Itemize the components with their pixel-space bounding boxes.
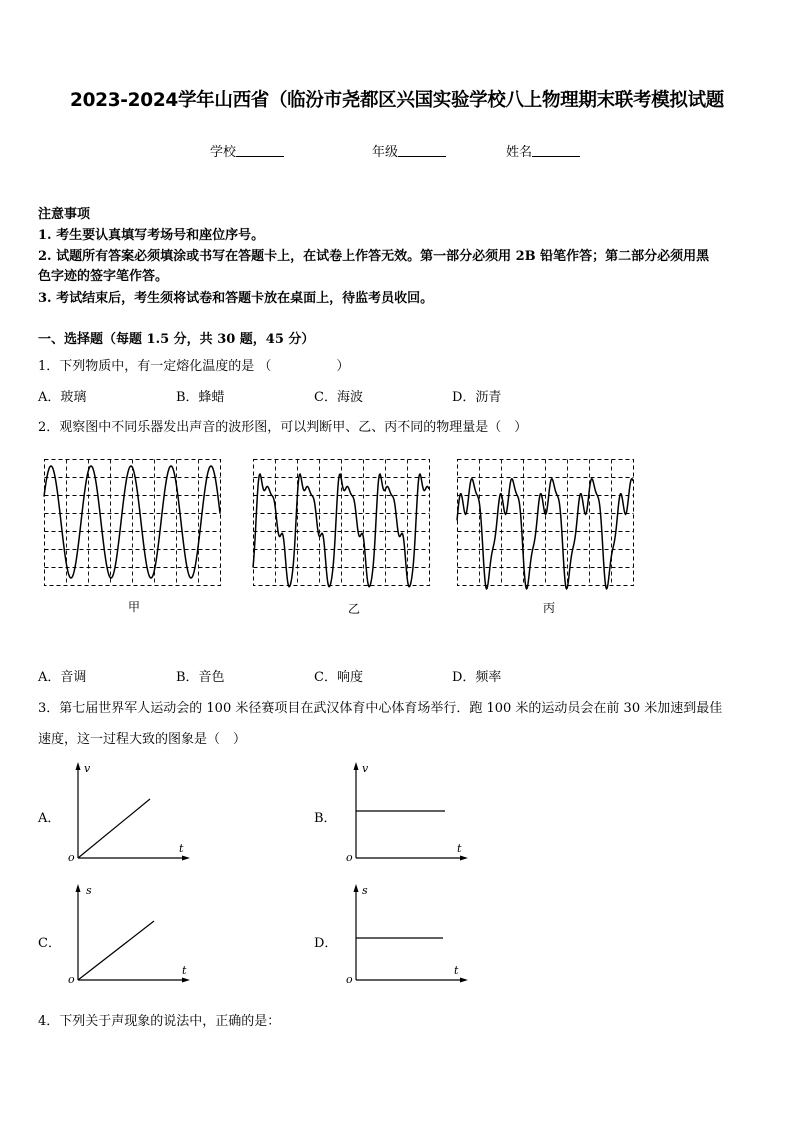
graph-a-origin: o	[68, 851, 75, 864]
graph-c-line	[78, 921, 154, 980]
school-field[interactable]	[210, 141, 284, 160]
waveform-caption-jia: 甲	[128, 600, 141, 614]
graph-c-ylabel: s	[86, 884, 92, 897]
waveform-jia	[44, 466, 220, 578]
graph-a	[66, 760, 196, 865]
graph-d-xlabel: t	[454, 964, 459, 977]
q4-stem: 4．下列关于声现象的说法中，正确的是：	[38, 1014, 281, 1029]
graph-c-origin: o	[68, 973, 75, 986]
q3-option-c[interactable]: C．	[38, 936, 61, 951]
q1-stem: 1．下列物质中，有一定熔化温度的是 （ ）	[38, 359, 350, 374]
waveform-grid	[45, 460, 221, 586]
q2-option-b[interactable]: B．音色	[176, 670, 225, 685]
graph-d-origin: o	[346, 973, 353, 986]
name-blank[interactable]	[532, 144, 580, 157]
waveform-caption-yi: 乙	[348, 602, 361, 616]
graph-c-xlabel: t	[182, 964, 187, 977]
graph-b-ylabel: v	[362, 762, 369, 775]
waveform-jia-figure	[44, 459, 224, 587]
name-label: 姓名	[506, 145, 533, 160]
waveform-caption-bing: 丙	[543, 601, 556, 615]
name-field[interactable]	[506, 141, 580, 160]
waveform-yi-figure	[253, 459, 433, 587]
school-label: 学校	[210, 145, 237, 160]
notice-item-2: 2. 试题所有答案必须填涂或书写在答题卡上，在试卷上作答无效。第一部分必须用 2B 铅笔作答；第二部分必须用黑	[38, 249, 710, 264]
waveform-yi	[253, 474, 429, 586]
grade-field[interactable]	[372, 141, 446, 160]
q1-option-d[interactable]: D．沥青	[452, 390, 502, 405]
q3-stem-line2: 速度，这一过程大致的图象是（ ）	[38, 732, 247, 747]
graph-d	[344, 882, 474, 987]
grade-blank[interactable]	[398, 144, 446, 157]
notice-item-1: 1. 考生要认真填写考场号和座位序号。	[38, 228, 265, 243]
q2-option-a[interactable]: A．音调	[38, 670, 87, 685]
graph-b-xlabel: t	[457, 842, 462, 855]
school-blank[interactable]	[236, 144, 284, 157]
q1-option-a[interactable]: A．玻璃	[38, 390, 87, 405]
graph-d-ylabel: s	[362, 884, 368, 897]
notice-heading: 注意事项	[38, 207, 91, 222]
q3-option-a[interactable]: A．	[38, 811, 61, 826]
q3-option-d[interactable]: D．	[314, 936, 338, 951]
graph-a-line	[78, 799, 150, 858]
notice-item-2-cont: 色字迹的签字笔作答。	[38, 269, 169, 284]
graph-c	[66, 882, 196, 987]
graph-b	[344, 760, 474, 865]
q2-option-c[interactable]: C．响度	[314, 670, 363, 685]
q2-stem: 2．观察图中不同乐器发出声音的波形图，可以判断甲、乙、丙不同的物理量是（ ）	[38, 420, 528, 435]
grade-label: 年级	[372, 145, 399, 160]
q1-option-b[interactable]: B．蜂蜡	[176, 390, 225, 405]
q3-stem-line1: 3．第七届世界军人运动会的 100 米径赛项目在武汉体育中心体育场举行．跑 100 米的运动员会在前 30 米加速到最佳	[38, 701, 723, 716]
q2-option-d[interactable]: D．频率	[452, 670, 502, 685]
waveform-bing-figure	[457, 459, 637, 587]
section-heading: 一、选择题（每题 1.5 分，共 30 题，45 分）	[38, 332, 315, 347]
graph-a-xlabel: t	[179, 842, 184, 855]
notice-item-3: 3. 考试结束后，考生须将试卷和答题卡放在桌面上，待监考员收回。	[38, 291, 434, 306]
q3-option-b[interactable]: B．	[314, 811, 337, 826]
page-title: 2023-2024学年山西省（临汾市尧都区兴国实验学校八上物理期末联考模拟试题	[70, 90, 724, 111]
q1-option-c[interactable]: C．海波	[314, 390, 363, 405]
graph-a-ylabel: v	[84, 762, 91, 775]
graph-b-origin: o	[346, 851, 353, 864]
